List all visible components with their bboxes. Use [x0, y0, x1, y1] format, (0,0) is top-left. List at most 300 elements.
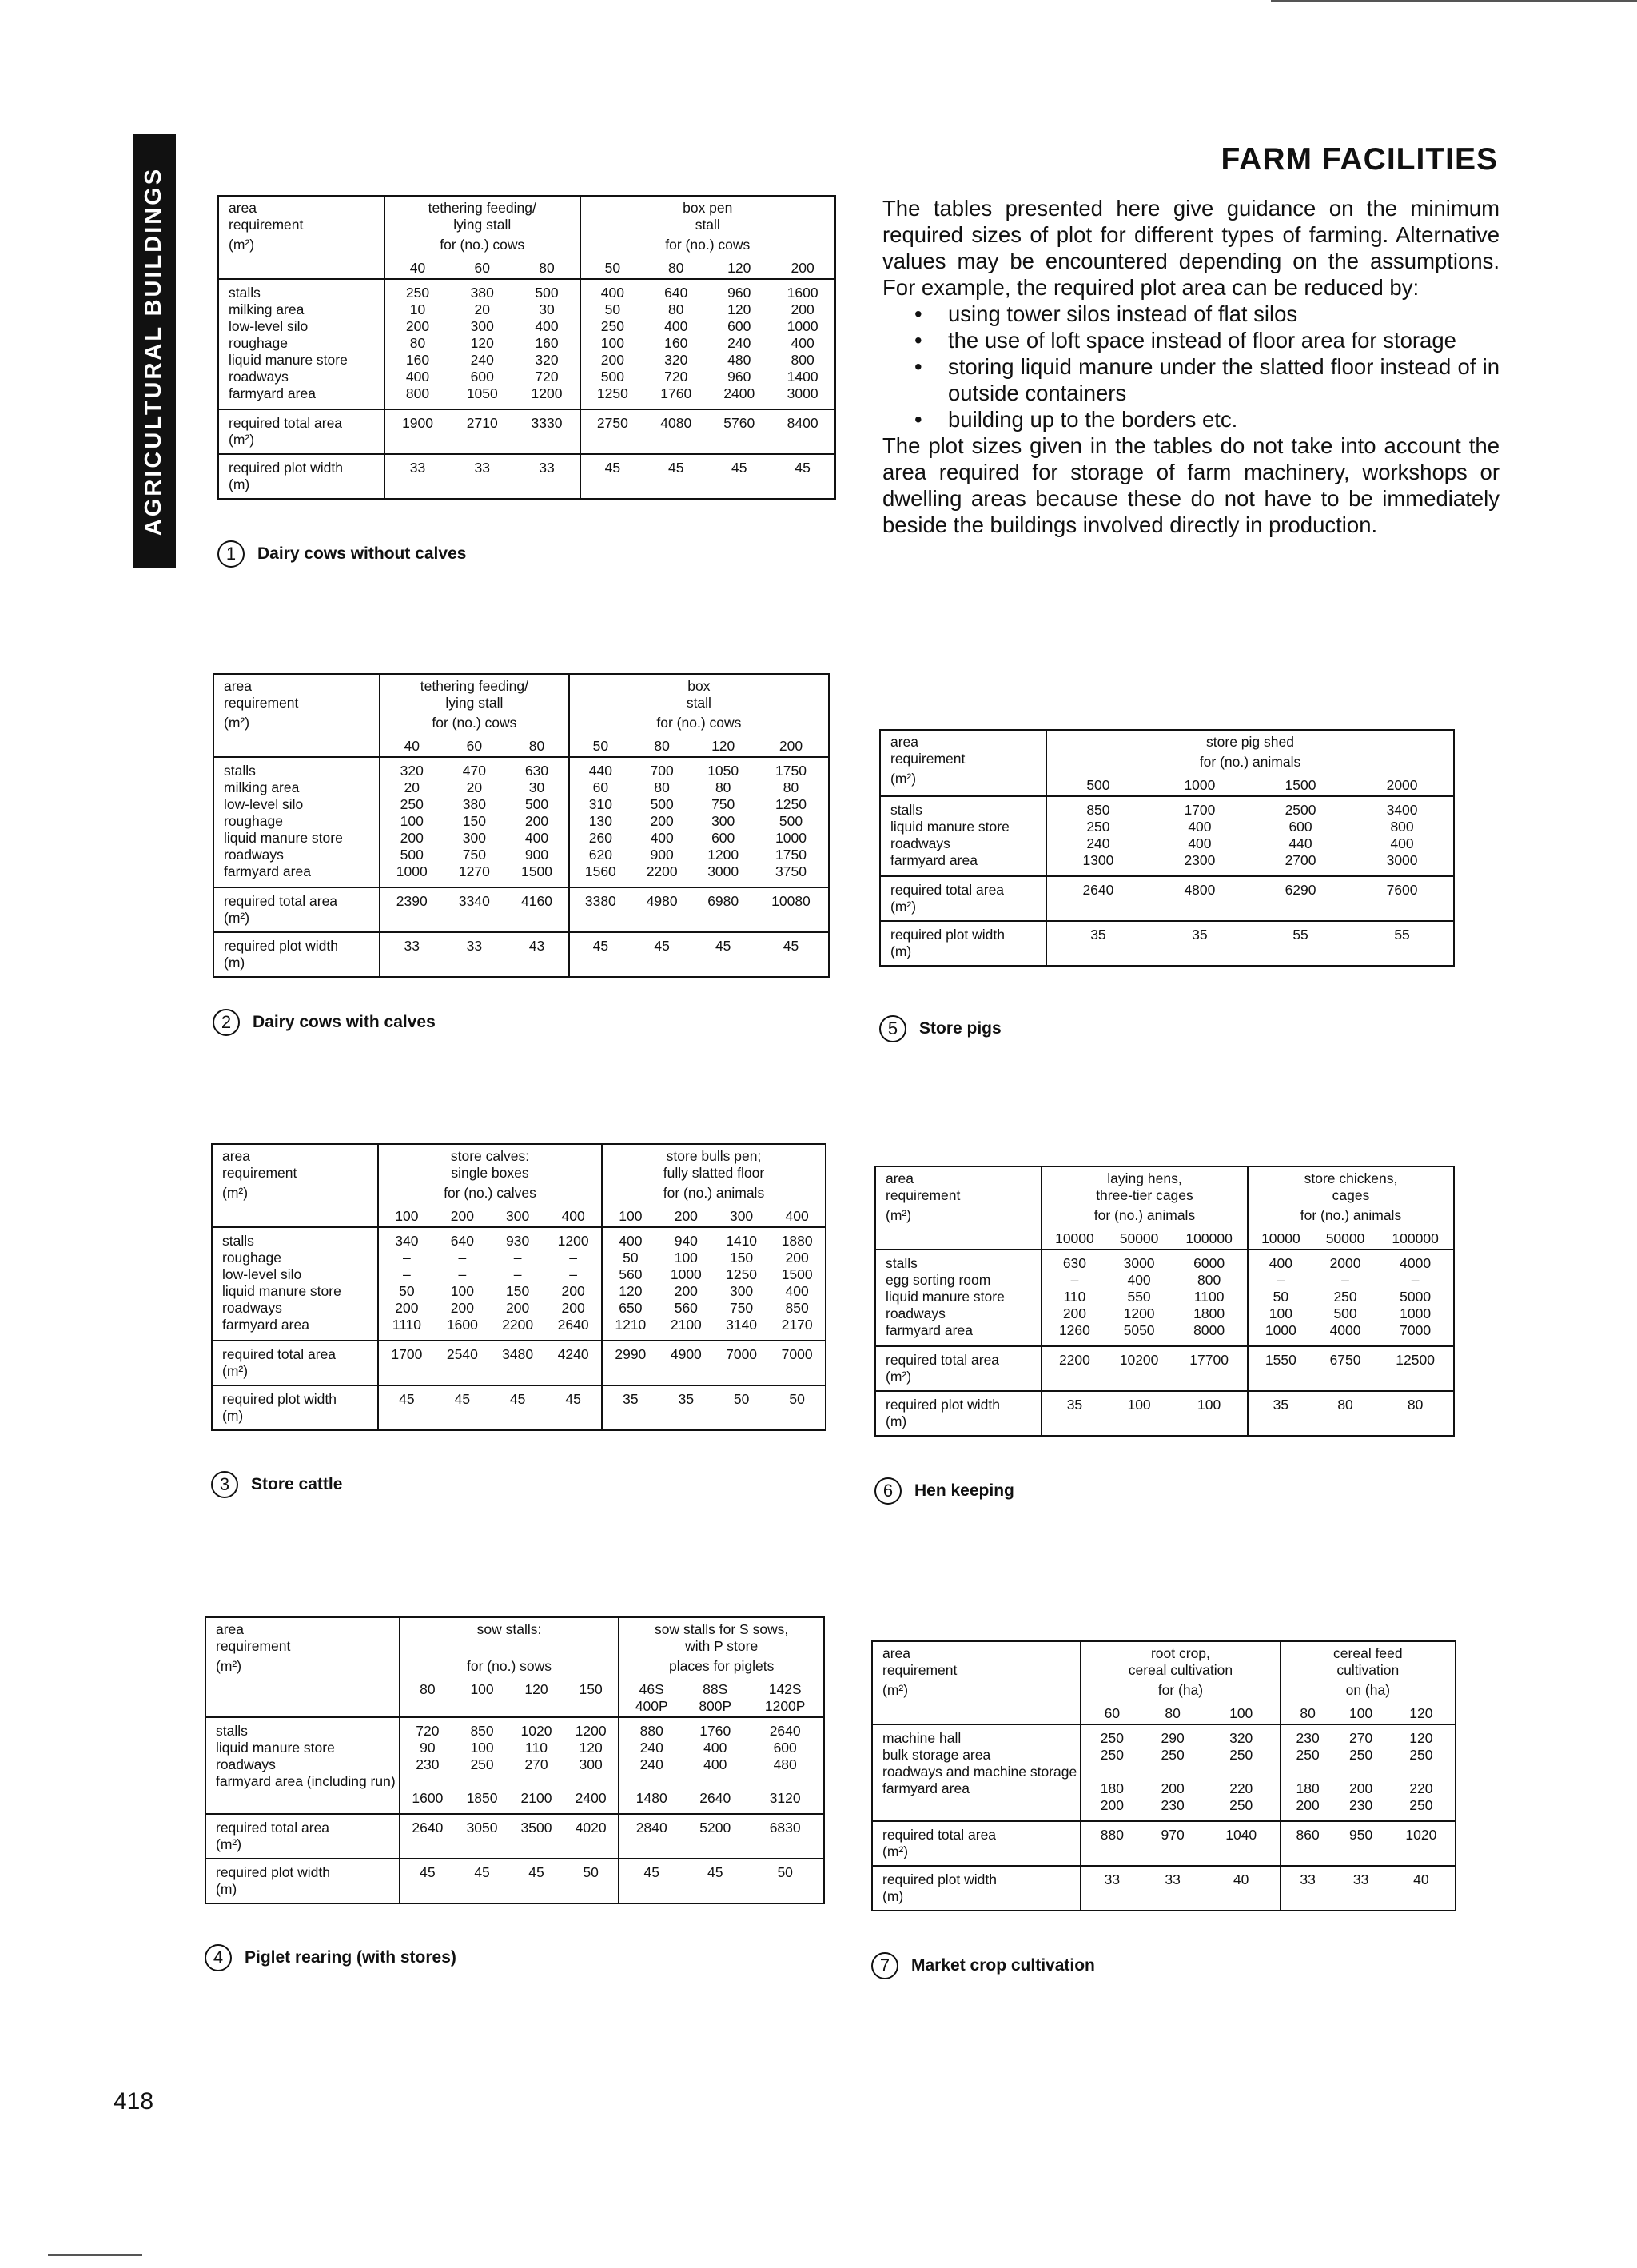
bullet-item: • the use of loft space instead of floor area for storage: [882, 327, 1500, 353]
figure-number: 5: [879, 1015, 906, 1042]
group-title-line: store calves:: [450, 1148, 530, 1164]
column-header: 100000: [1392, 1230, 1439, 1246]
cell-value: 110: [1063, 1289, 1086, 1305]
row-labels: [218, 279, 384, 409]
total-value: 6290: [1250, 876, 1351, 921]
group-title-line: single boxes: [451, 1165, 529, 1181]
header-label-line: area: [229, 200, 257, 216]
data-table-3: [211, 1143, 826, 1431]
cell-value: 3750: [775, 863, 807, 879]
cell-value: 640: [664, 285, 688, 301]
row-labels: [205, 1717, 400, 1814]
total-value: 6830: [747, 1814, 824, 1859]
cell-value: 720: [416, 1723, 440, 1739]
cell-value: –: [513, 1250, 522, 1266]
figure-number: 6: [874, 1477, 902, 1505]
cell-value: 320: [400, 763, 424, 779]
group-title-line: cereal feed: [1333, 1645, 1403, 1661]
cell-value: 300: [470, 318, 494, 334]
cell-value: 440: [1288, 835, 1312, 851]
cell-value: 800: [1197, 1272, 1221, 1288]
cell-value: –: [569, 1266, 577, 1282]
group-title-line: sow stalls for S sows,: [655, 1621, 789, 1637]
value-column: [1081, 1724, 1142, 1821]
cell-value: –: [1277, 1272, 1285, 1288]
row-label: milking area: [229, 301, 305, 317]
plot-width-row: [875, 1391, 1454, 1436]
cell-value: 160: [664, 335, 688, 351]
cell-value: 110: [525, 1740, 548, 1756]
header-label-line: (m²): [216, 1658, 242, 1674]
cell-value: 100: [470, 1740, 494, 1756]
cell-value: 1020: [520, 1723, 552, 1739]
cell-value: 1100: [1193, 1289, 1225, 1305]
group-title-line: lying stall: [453, 217, 512, 233]
column-header: 50000: [1119, 1230, 1159, 1246]
plot-width-value: 33: [1281, 1866, 1335, 1911]
cell-value: 480: [727, 352, 751, 368]
group-title: [580, 196, 835, 233]
table-header-label: [212, 1144, 378, 1227]
total-label-line: required total area: [229, 415, 343, 431]
plot-width-label: [205, 1859, 400, 1903]
row-label: farmyard area: [886, 1322, 973, 1338]
figure-number: 3: [211, 1471, 238, 1498]
plot-width-value: 45: [580, 454, 645, 499]
group-title: [1046, 730, 1454, 751]
plot-width-value: 45: [683, 1859, 747, 1903]
plot-width-value: 45: [455, 1859, 509, 1903]
cell-value: 5050: [1123, 1322, 1155, 1338]
cell-value: 850: [1086, 802, 1110, 818]
cell-value: 500: [600, 369, 624, 385]
group-title: [1281, 1641, 1456, 1679]
total-value: 2710: [450, 409, 514, 454]
group-title: [1248, 1166, 1454, 1204]
cell-value: 250: [1100, 1747, 1124, 1763]
column-header: 10000: [1055, 1230, 1094, 1246]
page-title: FARM FACILITIES: [1221, 142, 1498, 177]
row-label: roadways: [216, 1756, 276, 1772]
value-column: [514, 279, 580, 409]
table-body-row: [218, 279, 835, 409]
cell-value: 20: [474, 301, 490, 317]
cell-value: 850: [470, 1723, 494, 1739]
cell-value: 600: [470, 369, 494, 385]
table-header-label: [872, 1641, 1081, 1724]
cell-value: 1200: [531, 385, 563, 401]
column-header: 80: [654, 738, 670, 754]
header-label-line: area: [216, 1621, 245, 1637]
total-row: [218, 409, 835, 454]
value-column: [683, 1717, 747, 1814]
total-value: 8400: [771, 409, 835, 454]
value-column: [1107, 1250, 1171, 1346]
cell-value: 80: [409, 335, 426, 351]
value-column: [569, 757, 631, 887]
row-label: roughage: [222, 1250, 281, 1266]
value-column: [602, 1227, 659, 1341]
cell-value: 470: [462, 763, 486, 779]
cell-value: 1000: [787, 318, 818, 334]
cell-value: 230: [1161, 1797, 1185, 1813]
cell-value: 120: [470, 335, 494, 351]
total-value: 3480: [490, 1341, 545, 1385]
total-row: [872, 1821, 1456, 1866]
cell-value: 120: [579, 1740, 603, 1756]
cell-value: 1000: [1400, 1305, 1432, 1321]
cell-value: 50: [399, 1283, 415, 1299]
cell-value: 250: [1100, 1730, 1124, 1746]
row-label: liquid manure store: [222, 1283, 341, 1299]
cell-value: 400: [1188, 835, 1212, 851]
cell-value: 2000: [1329, 1255, 1361, 1271]
column-header: 50: [604, 260, 621, 276]
group-title-line: cultivation: [1336, 1662, 1400, 1678]
total-label-line: required total area: [216, 1820, 330, 1836]
total-value: 2840: [619, 1814, 683, 1859]
total-label-line: (m²): [229, 432, 255, 448]
column-header: [619, 1675, 683, 1716]
cell-value: 160: [535, 335, 559, 351]
cell-value: 300: [729, 1283, 754, 1299]
figure-caption-3: [211, 1471, 342, 1498]
group-unit: on (ha): [1345, 1682, 1391, 1698]
data-table-7: [871, 1640, 1456, 1911]
total-value: 2640: [400, 1814, 455, 1859]
plot-width-label-line: (m): [224, 955, 245, 971]
cell-value: 600: [1288, 819, 1312, 835]
cell-value: 900: [524, 847, 549, 863]
total-value: 1040: [1203, 1821, 1281, 1866]
cell-value: 250: [600, 318, 624, 334]
total-value: 2390: [380, 887, 443, 932]
group-unit: for (no.) cows: [665, 237, 751, 253]
group-title: [380, 674, 569, 711]
cell-value: 8000: [1193, 1322, 1225, 1338]
total-value: 4900: [659, 1341, 714, 1385]
group-title-line: stall: [686, 695, 711, 711]
cell-value: 750: [711, 796, 735, 812]
cell-value: 200: [450, 1300, 474, 1316]
cell-value: 250: [1229, 1797, 1253, 1813]
value-column: [1149, 796, 1250, 876]
value-column: [771, 279, 835, 409]
cell-value: –: [513, 1266, 522, 1282]
column-header: 60: [466, 738, 483, 754]
total-value: 2540: [435, 1341, 490, 1385]
cell-value: 650: [619, 1300, 643, 1316]
column-header: 2000: [1386, 777, 1418, 793]
cell-value: 400: [524, 830, 549, 846]
group-title: [378, 1144, 602, 1182]
cell-value: 1880: [781, 1233, 813, 1249]
plot-width-label-line: (m): [229, 476, 250, 492]
cell-value: 400: [405, 369, 430, 385]
cell-value: 400: [664, 318, 688, 334]
total-label-line: (m²): [886, 1369, 912, 1385]
cell-value: 3140: [726, 1317, 758, 1333]
side-tab-label: AGRICULTURAL BUILDINGS: [141, 166, 167, 536]
cell-value: 2200: [646, 863, 678, 879]
table-header-label: [205, 1617, 400, 1717]
total-label: [212, 1341, 378, 1385]
group-title-line: box pen: [683, 200, 733, 216]
plot-width-label-line: required plot width: [224, 938, 338, 954]
data-table-2: [213, 673, 830, 978]
intro-paragraph-1: The tables presented here give guidance on the minimum required sizes of plot for different types of farming. Alternative values may be encountered depending on the assumptions. For example, the required plot area can be reduced by:: [882, 196, 1500, 300]
column-header: 120: [727, 260, 751, 276]
plot-width-label-line: (m): [886, 1413, 907, 1429]
cell-value: 230: [1296, 1730, 1320, 1746]
plot-width-value: 35: [1248, 1391, 1313, 1436]
row-label: low-level silo: [224, 796, 304, 812]
column-header: 100: [470, 1681, 494, 1697]
cell-value: –: [1341, 1272, 1349, 1288]
group-title-line: fully slatted floor: [663, 1165, 765, 1181]
figure-number: 2: [213, 1009, 240, 1036]
group-title-line: store chickens,: [1304, 1170, 1398, 1186]
row-label: stalls: [890, 802, 922, 818]
header-label-line: (m²): [222, 1185, 249, 1201]
cell-value: 1850: [466, 1790, 498, 1806]
cell-value: 250: [1349, 1747, 1373, 1763]
cell-value: –: [403, 1250, 411, 1266]
group-unit: places for piglets: [669, 1658, 775, 1674]
total-value: 6750: [1313, 1346, 1377, 1391]
figure-caption-text: Piglet rearing (with stores): [245, 1948, 456, 1967]
plot-width-value: 50: [714, 1385, 769, 1430]
plot-width-value: 100: [1107, 1391, 1171, 1436]
cell-value: 2500: [1285, 802, 1316, 818]
plot-width-value: 50: [564, 1859, 619, 1903]
plot-width-value: 43: [505, 932, 568, 977]
figure-caption-text: Store pigs: [919, 1019, 1002, 1038]
row-label: roadways: [222, 1300, 282, 1316]
cell-value: 400: [1269, 1255, 1292, 1271]
cell-value: 250: [405, 285, 430, 301]
table-header-row: [875, 1166, 1454, 1204]
row-label: low-level silo: [222, 1266, 302, 1282]
plot-width-label-line: required plot width: [882, 1871, 997, 1887]
cell-value: 1500: [521, 863, 552, 879]
total-value: 7000: [769, 1341, 826, 1385]
cell-value: 1750: [775, 847, 807, 863]
table-header-row: [212, 1144, 826, 1182]
header-label-line: (m²): [886, 1207, 912, 1223]
total-row: [212, 1341, 826, 1385]
cell-value: 1600: [412, 1790, 444, 1806]
value-column: [692, 757, 754, 887]
cell-value: 250: [1229, 1747, 1253, 1763]
row-label: roadways and machine storage: [882, 1764, 1077, 1780]
cell-value: 150: [506, 1283, 530, 1299]
cell-value: 7000: [1400, 1322, 1432, 1338]
cell-value: 620: [588, 847, 612, 863]
cell-value: 240: [639, 1740, 663, 1756]
plot-width-value: 55: [1351, 921, 1454, 966]
cell-value: 3400: [1386, 802, 1418, 818]
total-label-line: (m²): [882, 1843, 909, 1859]
row-label: roadways: [229, 369, 289, 385]
cell-value: 400: [703, 1740, 727, 1756]
group-title: [400, 1617, 619, 1655]
cell-value: 250: [1161, 1747, 1185, 1763]
cell-value: 600: [773, 1740, 797, 1756]
value-column: [384, 279, 450, 409]
plot-width-value: 50: [747, 1859, 824, 1903]
plot-width-value: 55: [1250, 921, 1351, 966]
total-label-line: required total area: [886, 1352, 1000, 1368]
value-column: [1046, 796, 1149, 876]
plot-width-value: 45: [771, 454, 835, 499]
cell-value: 300: [462, 830, 486, 846]
header-label-line: requirement: [229, 217, 304, 233]
cell-value: 500: [779, 813, 803, 829]
cell-value: 930: [506, 1233, 530, 1249]
cell-value: 1250: [775, 796, 807, 812]
cell-value: 250: [1409, 1797, 1433, 1813]
column-header: 400: [545, 1202, 602, 1226]
value-column: [1388, 1724, 1456, 1821]
column-header: 100: [619, 1208, 643, 1224]
column-header: 120: [711, 738, 735, 754]
group-title-line: root crop,: [1150, 1645, 1210, 1661]
cell-value: 250: [1333, 1289, 1357, 1305]
row-label: bulk storage area: [882, 1747, 991, 1763]
cell-value: 2400: [575, 1790, 607, 1806]
value-column: [455, 1717, 509, 1814]
value-column: [631, 757, 693, 887]
column-header: 80: [514, 253, 580, 278]
column-header: 40: [404, 738, 420, 754]
row-labels: [213, 757, 380, 887]
table-header-row: [205, 1617, 824, 1655]
header-label-line: area: [882, 1645, 911, 1661]
cell-value: 6000: [1193, 1255, 1225, 1271]
header-label-line: requirement: [222, 1165, 297, 1181]
cell-value: 440: [588, 763, 612, 779]
table-header-label: [875, 1166, 1042, 1250]
intro-bullet-list: [882, 301, 1500, 432]
header-label-line: area: [222, 1148, 251, 1164]
total-label-line: required total area: [890, 882, 1005, 898]
table-header-row: [872, 1641, 1456, 1679]
figure-caption-text: Store cattle: [251, 1475, 343, 1493]
cell-value: 200: [650, 813, 674, 829]
cell-value: 10: [409, 301, 426, 317]
cell-value: –: [458, 1250, 467, 1266]
cell-value: 2640: [699, 1790, 731, 1806]
row-labels: [875, 1250, 1042, 1346]
cell-value: –: [1070, 1272, 1079, 1288]
cell-value: 1480: [635, 1790, 667, 1806]
data-table-5: [879, 729, 1455, 967]
total-value: 7600: [1351, 876, 1454, 921]
figure-number: 7: [871, 1952, 898, 1979]
cell-value: 400: [600, 285, 624, 301]
group-title-line: cages: [1332, 1187, 1370, 1203]
row-labels: [212, 1227, 378, 1341]
total-label: [205, 1814, 400, 1859]
cell-value: 200: [1161, 1780, 1185, 1796]
cell-value: –: [458, 1266, 467, 1282]
plot-width-label-line: (m): [222, 1408, 244, 1424]
plot-width-value: 50: [769, 1385, 826, 1430]
cell-value: 1200: [575, 1723, 607, 1739]
cell-value: 400: [703, 1756, 727, 1772]
plot-width-label-line: required plot width: [229, 460, 343, 476]
bullet-item: • building up to the borders etc.: [882, 406, 1500, 432]
cell-value: 100: [450, 1283, 474, 1299]
row-label: roadways: [886, 1305, 946, 1321]
row-label: farmyard area (including run): [216, 1773, 396, 1789]
value-column: [505, 757, 568, 887]
row-label: roadways: [224, 847, 284, 863]
plot-width-value: 45: [490, 1385, 545, 1430]
cell-value: 380: [462, 796, 486, 812]
figure-caption-1: [217, 540, 466, 568]
row-label: roadways: [890, 835, 950, 851]
plot-width-value: 33: [450, 454, 514, 499]
cell-value: 600: [727, 318, 751, 334]
cell-value: 4000: [1329, 1322, 1361, 1338]
group-title-line: cereal cultivation: [1128, 1662, 1233, 1678]
cell-value: 630: [524, 763, 549, 779]
page-number: 418: [114, 2088, 154, 2115]
group-title: [569, 674, 829, 711]
plot-width-value: 33: [514, 454, 580, 499]
cell-value: 500: [400, 847, 424, 863]
value-column: [769, 1227, 826, 1341]
plot-width-value: 40: [1388, 1866, 1456, 1911]
total-value: 3500: [509, 1814, 564, 1859]
total-value: 17700: [1171, 1346, 1248, 1391]
plot-width-value: 45: [644, 454, 707, 499]
cell-value: 220: [1409, 1780, 1433, 1796]
value-column: [564, 1717, 619, 1814]
group-unit: for (no.) cows: [380, 711, 569, 731]
cell-value: 750: [729, 1300, 754, 1316]
cell-value: 150: [729, 1250, 754, 1266]
value-column: [380, 757, 443, 887]
cell-value: 270: [524, 1756, 548, 1772]
cell-value: 400: [785, 1283, 809, 1299]
column-header: 120: [524, 1681, 548, 1697]
cell-value: 30: [539, 301, 555, 317]
cell-value: 560: [674, 1300, 698, 1316]
table-header-label: [880, 730, 1046, 796]
group-title: [1042, 1166, 1248, 1204]
cell-value: 320: [664, 352, 688, 368]
cell-value: 1300: [1082, 852, 1114, 868]
cell-value: 940: [674, 1233, 698, 1249]
group-title: [602, 1144, 826, 1182]
cell-value: 3000: [787, 385, 818, 401]
total-row: [205, 1814, 824, 1859]
group-title-line: three-tier cages: [1096, 1187, 1193, 1203]
plot-width-label-line: required plot width: [222, 1391, 337, 1407]
header-label-line: area: [886, 1170, 914, 1186]
cell-value: 160: [405, 352, 430, 368]
total-value: 1700: [378, 1341, 435, 1385]
value-column: [378, 1227, 435, 1341]
column-header: 400: [785, 1208, 809, 1224]
cell-value: 200: [524, 813, 549, 829]
footer-rule: [48, 2254, 142, 2256]
cell-value: 20: [404, 779, 420, 795]
total-value: 5200: [683, 1814, 747, 1859]
